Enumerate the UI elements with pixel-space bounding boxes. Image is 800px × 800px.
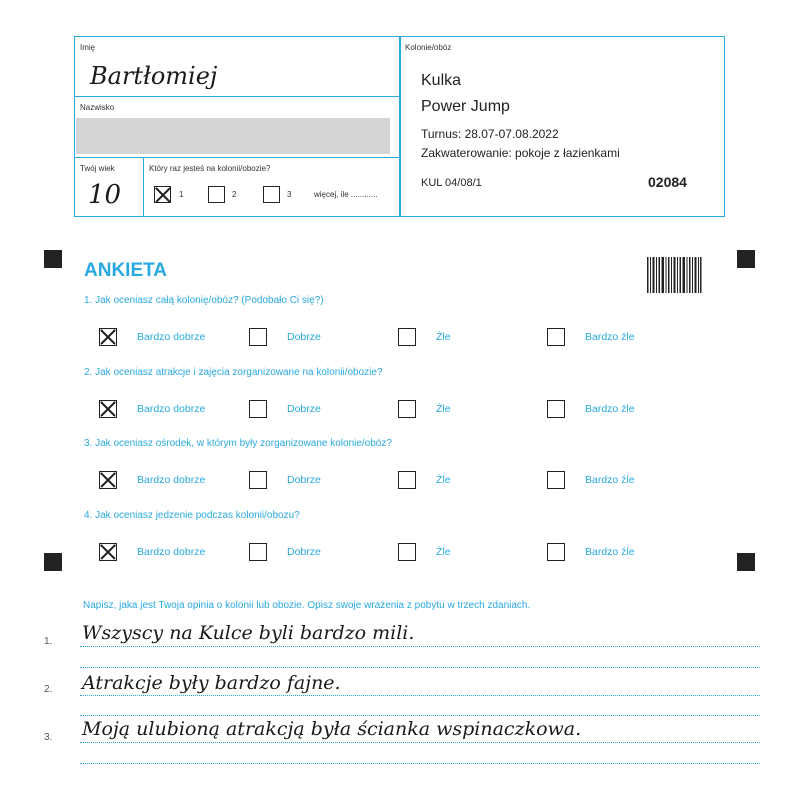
q1-checkbox-zle[interactable] [398,328,416,346]
q4-label-bardzo-zle: Bardzo źle [585,546,635,558]
nazwisko-label: Nazwisko [80,103,115,112]
ktory-raz-checkbox-1[interactable] [154,186,171,203]
q2-checkbox-zle[interactable] [398,400,416,418]
ktory-raz-checkbox-3[interactable] [263,186,280,203]
line-number-3: 3. [44,732,53,743]
q3-label-dobrze: Dobrze [287,474,321,486]
q4-checkbox-dobrze[interactable] [249,543,267,561]
ktory-raz-option-3: 3 [287,190,292,199]
wiecej-label: więcej, ile ............ [314,190,378,199]
answer-line-1b [80,667,760,668]
ktory-raz-label: Który raz jesteś na kolonii/obozie? [149,164,271,173]
registration-marker-bl [44,553,62,571]
imie-label: Imię [80,43,96,52]
registration-marker-br [737,553,755,571]
answer-line-2b [80,715,760,716]
registration-marker-tr [737,250,755,268]
q2-label-bardzo-zle: Bardzo źle [585,403,635,415]
opinion-answer-2[interactable]: Atrakcje były bardzo fajne. [82,672,341,694]
q4-checkbox-zle[interactable] [398,543,416,561]
answer-line-1 [80,646,760,647]
question-3-text: 3. Jak oceniasz ośrodek, w którym były zorganizowane kolonie/obóz? [84,438,392,449]
q4-label-zle: Źle [436,546,451,558]
answer-line-2 [80,695,760,696]
answer-line-3b [80,763,760,764]
line-number-1: 1. [44,636,53,647]
q1-label-bardzo-zle: Bardzo źle [585,331,635,343]
nazwisko-redacted [76,118,390,154]
opinion-answer-3[interactable]: Moją ulubioną atrakcją była ścianka wspinaczkowa. [82,718,582,740]
question-2-text: 2. Jak oceniasz atrakcje i zajęcia zorganizowane na kolonii/obozie? [84,367,383,378]
zakwaterowanie: Zakwaterowanie: pokoje z łazienkami [421,146,620,160]
q2-checkbox-bardzo-dobrze[interactable] [99,400,117,418]
q2-label-zle: Źle [436,403,451,415]
barcode [647,257,702,293]
q2-checkbox-bardzo-zle[interactable] [547,400,565,418]
q2-label-bardzo-dobrze: Bardzo dobrze [137,403,206,415]
q3-checkbox-bardzo-dobrze[interactable] [99,471,117,489]
turnus-dates: Turnus: 28.07-07.08.2022 [421,127,559,141]
ktory-raz-checkbox-2[interactable] [208,186,225,203]
q4-checkbox-bardzo-zle[interactable] [547,543,565,561]
q1-checkbox-bardzo-dobrze[interactable] [99,328,117,346]
camp-code: KUL 04/08/1 [421,177,482,189]
program-name: Power Jump [421,98,510,115]
question-1-text: 1. Jak oceniasz całą kolonię/obóz? (Podobało Ci się?) [84,295,324,306]
opinion-prompt: Napisz, jaka jest Twoja opinia o kolonii lub obozie. Opisz swoje wrażenia z pobytu w trzech zdaniach. [83,600,531,611]
kolonie-label: Kolonie/obóz [405,43,452,52]
q2-label-dobrze: Dobrze [287,403,321,415]
survey-title: ANKIETA [84,260,168,281]
line-number-2: 2. [44,684,53,695]
imie-value[interactable]: Bartłomiej [90,62,218,90]
q3-label-bardzo-dobrze: Bardzo dobrze [137,474,206,486]
q1-checkbox-dobrze[interactable] [249,328,267,346]
divider-nazwisko [74,157,401,158]
q1-label-zle: Źle [436,331,451,343]
ktory-raz-option-2: 2 [232,190,237,199]
q3-label-bardzo-zle: Bardzo źle [585,474,635,486]
q3-checkbox-bardzo-zle[interactable] [547,471,565,489]
camp-name: Kulka [421,72,462,89]
wiek-value[interactable]: 10 [88,180,122,210]
q3-checkbox-zle[interactable] [398,471,416,489]
wiek-label: Twój wiek [80,164,115,173]
divider-imie [74,96,401,97]
q4-label-dobrze: Dobrze [287,546,321,558]
q3-checkbox-dobrze[interactable] [249,471,267,489]
opinion-answer-1[interactable]: Wszyscy na Kulce byli bardzo mili. [82,622,415,644]
q4-label-bardzo-dobrze: Bardzo dobrze [137,546,206,558]
q1-label-bardzo-dobrze: Bardzo dobrze [137,331,206,343]
registration-marker-tl [44,250,62,268]
q1-checkbox-bardzo-zle[interactable] [547,328,565,346]
ktory-raz-option-1: 1 [179,190,184,199]
q2-checkbox-dobrze[interactable] [249,400,267,418]
form-number: 02084 [648,174,687,190]
divider-wiek [143,157,144,217]
question-4-text: 4. Jak oceniasz jedzenie podczas kolonii/obozu? [84,510,300,521]
q1-label-dobrze: Dobrze [287,331,321,343]
q4-checkbox-bardzo-dobrze[interactable] [99,543,117,561]
answer-line-3 [80,742,760,743]
q3-label-zle: Źle [436,474,451,486]
